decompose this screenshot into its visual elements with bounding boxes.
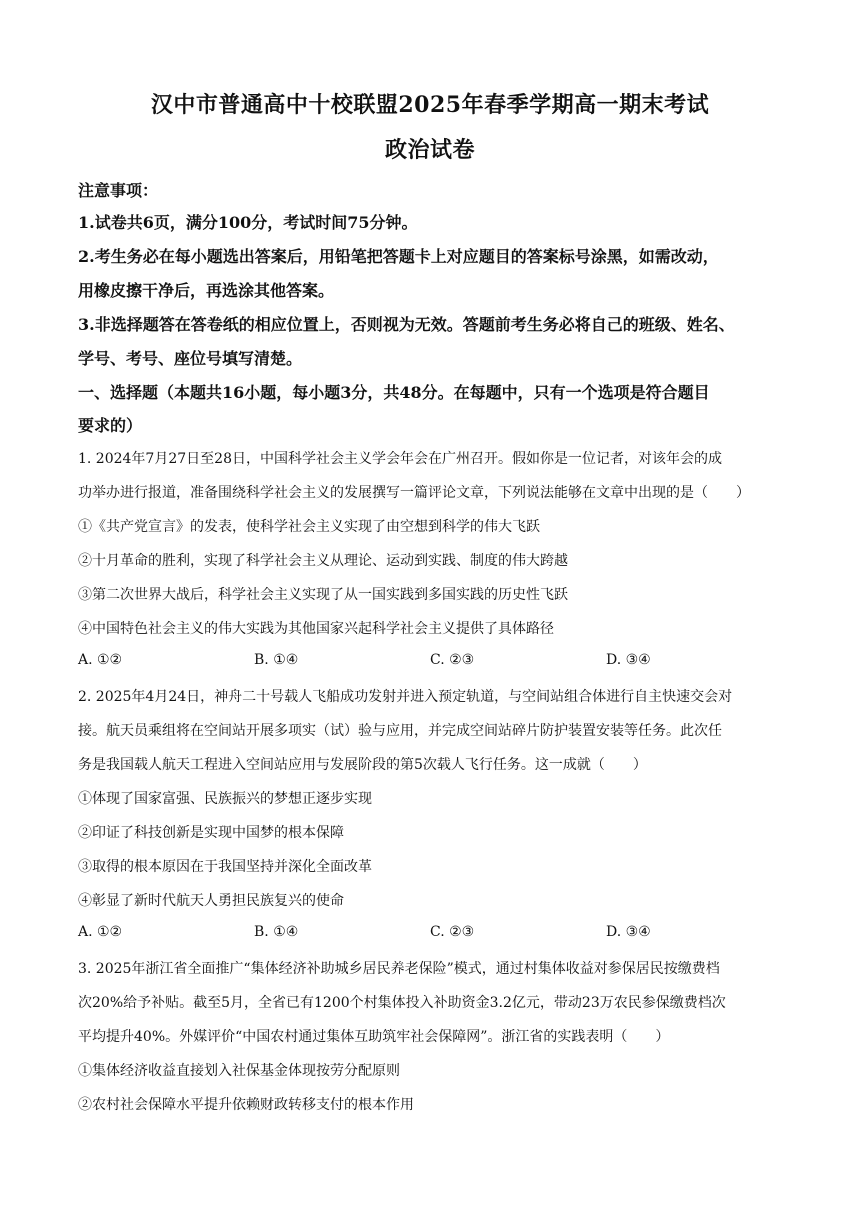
q3-statement-1: ①集体经济收益直接划入社保基金体现按劳分配原则 xyxy=(78,1063,400,1079)
exam-subject: 政治试卷 xyxy=(384,137,475,163)
q2-stem-line-2: 接。航天员乘组将在空间站开展多项实（试）验与应用，并完成空间站碎片防护装置安装等任务。此次任 xyxy=(78,723,722,739)
q2-stem-line-1: 2. 2025年4月24日，神舟二十号载人飞船成功发射并进入预定轨道，与空间站组合体进行自主快速交会对 xyxy=(78,689,733,705)
q2-option-b[interactable]: B. ①④ xyxy=(254,924,299,940)
q2-option-d[interactable]: D. ③④ xyxy=(606,924,651,940)
q3-stem-line-2: 次20%给予补贴。截至5月，全省已有1200个村集体投入补助资金3.2亿元，带动23万农民参保缴费档次 xyxy=(78,995,726,1011)
section-heading-line-2: 要求的） xyxy=(78,416,143,435)
section-heading-line-1: 一、选择题（本题共16小题，每小题3分，共48分。在每题中，只有一个选项是符合题目 xyxy=(78,383,710,402)
q1-stem-line-1: 1. 2024年7月27日至28日，中国科学社会主义学会年会在广州召开。假如你是一位记者，对该年会的成 xyxy=(78,451,722,467)
q3-statement-2: ②农村社会保障水平提升依赖财政转移支付的根本作用 xyxy=(78,1097,414,1113)
notice-heading: 注意事项： xyxy=(78,181,159,200)
q2-stem-line-3: 务是我国载人航天工程进入空间站应用与发展阶段的第5次载人飞行任务。这一成就（ ） xyxy=(78,757,647,773)
notice-item-3-line-1: 3.非选择题答在答卷纸的相应位置上，否则视为无效。答题前考生务必将自己的班级、姓名、 xyxy=(78,315,735,334)
notice-item-2-line-2: 用橡皮擦干净后，再选涂其他答案。 xyxy=(78,281,335,300)
q1-stem-line-2: 功举办进行报道，准备围绕科学社会主义的发展撰写一篇评论文章，下列说法能够在文章中出现的是（ ） xyxy=(78,485,750,501)
q1-statement-4: ④中国特色社会主义的伟大实践为其他国家兴起科学社会主义提供了具体路径 xyxy=(78,621,554,637)
q3-stem-line-1: 3. 2025年浙江省全面推广“集体经济补助城乡居民养老保险”模式，通过村集体收益对参保居民按缴费档 xyxy=(78,961,720,977)
q1-statement-1: ①《共产党宣言》的发表，使科学社会主义实现了由空想到科学的伟大飞跃 xyxy=(78,519,540,535)
q2-option-a[interactable]: A. ①② xyxy=(78,924,123,940)
q1-option-a[interactable]: A. ①② xyxy=(78,652,123,668)
q2-statement-3: ③取得的根本原因在于我国坚持并深化全面改革 xyxy=(78,859,372,875)
q2-statement-4: ④彰显了新时代航天人勇担民族复兴的使命 xyxy=(78,893,344,909)
notice-item-1: 1.试卷共6页，满分100分，考试时间75分钟。 xyxy=(78,213,418,232)
q3-stem-line-3: 平均提升40%。外媒评价“中国农村通过集体互助筑牢社会保障网”。浙江省的实践表明（ ） xyxy=(78,1029,670,1045)
notice-item-2-line-1: 2.考生务必在每小题选出答案后，用铅笔把答题卡上对应题目的答案标号涂黑，如需改动， xyxy=(78,247,719,266)
q2-option-c[interactable]: C. ②③ xyxy=(430,924,475,940)
q1-option-b[interactable]: B. ①④ xyxy=(254,652,299,668)
q2-statement-2: ②印证了科技创新是实现中国梦的根本保障 xyxy=(78,825,344,841)
q2-statement-1: ①体现了国家富强、民族振兴的梦想正逐步实现 xyxy=(78,791,372,807)
q1-option-c[interactable]: C. ②③ xyxy=(430,652,475,668)
q1-option-d[interactable]: D. ③④ xyxy=(606,652,651,668)
q1-statement-2: ②十月革命的胜利，实现了科学社会主义从理论、运动到实践、制度的伟大跨越 xyxy=(78,553,568,569)
q1-statement-3: ③第二次世界大战后，科学社会主义实现了从一国实践到多国实践的历史性飞跃 xyxy=(78,587,568,603)
notice-item-3-line-2: 学号、考号、座位号填写清楚。 xyxy=(78,349,303,368)
exam-title: 汉中市普通高中十校联盟2025年春季学期高一期末考试 xyxy=(150,92,710,118)
